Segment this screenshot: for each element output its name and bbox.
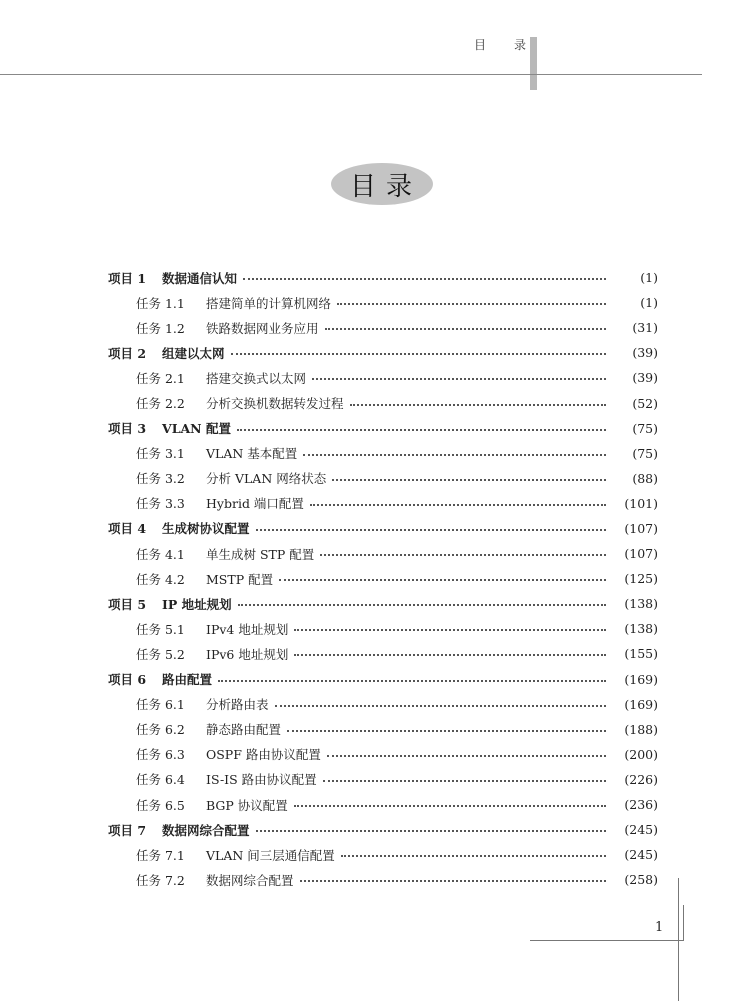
toc-entry-number: 任务 3.2 [136,471,185,487]
toc-leader-dots [294,804,606,807]
toc-task-entry[interactable] [0,541,750,566]
toc-entry-page: (125) [624,571,658,587]
toc-leader-dots [279,578,606,581]
toc-entry-page: (138) [624,596,658,612]
table-of-contents [0,265,750,892]
toc-entry-number: 任务 1.1 [136,295,185,311]
toc-entry-page: (1) [640,270,658,286]
toc-leader-dots [337,302,606,305]
toc-entry-title: 组建以太网 [162,345,225,361]
toc-entry-page: (188) [624,721,658,737]
toc-entry-number: 项目 5 [108,596,147,612]
toc-task-entry[interactable] [0,767,750,792]
running-head [474,36,526,53]
toc-leader-dots [310,503,606,506]
toc-leader-dots [256,829,606,832]
toc-leader-dots [332,478,606,481]
toc-entry-title: 铁路数据网业务应用 [206,320,319,336]
toc-entry-title: MSTP 配置 [206,571,274,587]
running-head-left: 目 [474,38,487,52]
toc-entry-title: IPv4 地址规划 [206,621,289,637]
toc-entry-title: IP 地址规划 [162,596,232,612]
toc-entry-page: (107) [624,546,658,562]
toc-entry-page: (88) [632,470,658,486]
toc-entry-page: (31) [632,320,658,336]
toc-entry-page: (138) [624,621,658,637]
toc-leader-dots [320,553,606,556]
toc-entry-number: 任务 7.2 [136,872,185,888]
running-head-right: 录 [514,38,527,52]
toc-entry-page: (1) [640,295,658,311]
toc-leader-dots [275,704,606,707]
toc-project-entry[interactable] [0,817,750,842]
toc-task-entry[interactable] [0,441,750,466]
footer-vertical-rule-inner [683,905,684,941]
toc-entry-page: (226) [624,771,658,787]
toc-entry-title: OSPF 路由协议配置 [206,747,321,763]
toc-entry-number: 任务 6.5 [136,797,185,813]
toc-entry-number: 项目 4 [108,521,147,537]
toc-task-entry[interactable] [0,566,750,591]
toc-entry-title: 分析路由表 [206,697,269,713]
toc-leader-dots [327,754,606,757]
toc-leader-dots [256,528,606,531]
toc-entry-page: (155) [624,646,658,662]
toc-entry-page: (169) [624,671,658,687]
toc-leader-dots [300,879,606,882]
footer-rule [530,940,683,941]
toc-task-entry[interactable] [0,616,750,641]
toc-task-entry[interactable] [0,641,750,666]
toc-entry-title: 数据通信认知 [162,270,238,286]
toc-entry-number: 任务 3.3 [136,496,185,512]
toc-entry-page: (101) [624,495,658,511]
toc-entry-number: 任务 6.2 [136,722,185,738]
toc-project-entry[interactable] [0,265,750,290]
toc-entry-number: 任务 1.2 [136,320,185,336]
toc-entry-title: 搭建交换式以太网 [206,370,307,386]
toc-entry-title: Hybrid 端口配置 [206,496,304,512]
toc-title-badge [331,163,433,205]
toc-entry-number: 项目 6 [108,672,147,688]
toc-task-entry[interactable] [0,315,750,340]
toc-title: 目录 [349,171,422,202]
toc-entry-title: 分析 VLAN 网络状态 [206,471,327,487]
header-rule [0,74,702,75]
toc-leader-dots [350,403,606,406]
toc-entry-title: 搭建简单的计算机网络 [206,295,332,311]
toc-entry-number: 任务 3.1 [136,446,185,462]
toc-leader-dots [287,729,606,732]
toc-entry-page: (39) [632,345,658,361]
toc-entry-number: 项目 1 [108,270,147,286]
toc-leader-dots [237,428,606,431]
toc-entry-page: (39) [632,370,658,386]
toc-entry-number: 任务 5.2 [136,646,185,662]
toc-entry-title: 单生成树 STP 配置 [206,546,315,562]
toc-task-entry[interactable] [0,792,750,817]
toc-entry-number: 任务 4.2 [136,571,185,587]
toc-entry-title: 生成树协议配置 [162,521,250,537]
toc-entry-title: 数据网综合配置 [206,872,294,888]
toc-entry-page: (245) [624,847,658,863]
toc-entry-number: 任务 7.1 [136,847,185,863]
toc-task-entry[interactable] [0,867,750,892]
toc-entry-number: 项目 2 [108,345,147,361]
toc-entry-number: 任务 2.1 [136,370,185,386]
toc-entry-title: VLAN 间三层通信配置 [206,847,335,863]
toc-leader-dots [325,327,606,330]
toc-task-entry[interactable] [0,692,750,717]
toc-leader-dots [294,653,606,656]
toc-entry-title: 分析交换机数据转发过程 [206,396,344,412]
toc-project-entry[interactable] [0,667,750,692]
toc-task-entry[interactable] [0,365,750,390]
toc-leader-dots [323,779,606,782]
toc-project-entry[interactable] [0,340,750,365]
toc-entry-page: (75) [632,420,658,436]
toc-entry-number: 项目 7 [108,822,147,838]
toc-leader-dots [312,377,606,380]
toc-entry-page: (75) [632,445,658,461]
toc-entry-title: IPv6 地址规划 [206,646,289,662]
toc-leader-dots [303,453,606,456]
toc-task-entry[interactable] [0,742,750,767]
toc-entry-number: 任务 2.2 [136,396,185,412]
toc-entry-page: (236) [624,797,658,813]
page-number: 1 [655,920,664,935]
toc-task-entry[interactable] [0,466,750,491]
toc-task-entry[interactable] [0,842,750,867]
toc-entry-title: 数据网综合配置 [162,822,250,838]
toc-entry-title: IS-IS 路由协议配置 [206,772,317,788]
toc-entry-title: 静态路由配置 [206,722,282,738]
toc-entry-number: 任务 6.4 [136,772,185,788]
toc-entry-number: 任务 4.1 [136,546,185,562]
toc-entry-page: (200) [624,746,658,762]
toc-project-entry[interactable] [0,516,750,541]
toc-leader-dots [341,854,606,857]
toc-project-entry[interactable] [0,591,750,616]
toc-entry-page: (169) [624,696,658,712]
toc-project-entry[interactable] [0,416,750,441]
toc-entry-title: VLAN 基本配置 [206,446,298,462]
toc-task-entry[interactable] [0,491,750,516]
toc-entry-page: (52) [632,395,658,411]
toc-entry-title: BGP 协议配置 [206,797,288,813]
toc-entry-number: 任务 6.1 [136,697,185,713]
toc-entry-page: (245) [624,822,658,838]
toc-entry-title: 路由配置 [162,672,213,688]
toc-leader-dots [294,628,606,631]
toc-leader-dots [231,352,606,355]
toc-leader-dots [243,277,606,280]
toc-task-entry[interactable] [0,390,750,415]
toc-task-entry[interactable] [0,290,750,315]
toc-entry-page: (107) [624,520,658,536]
toc-task-entry[interactable] [0,717,750,742]
toc-leader-dots [218,679,606,682]
header-bar [530,37,537,90]
toc-leader-dots [238,603,606,606]
toc-entry-number: 项目 3 [108,421,147,437]
toc-entry-number: 任务 5.1 [136,621,185,637]
toc-entry-number: 任务 6.3 [136,747,185,763]
toc-entry-title: VLAN 配置 [162,421,231,437]
toc-entry-page: (258) [624,872,658,888]
